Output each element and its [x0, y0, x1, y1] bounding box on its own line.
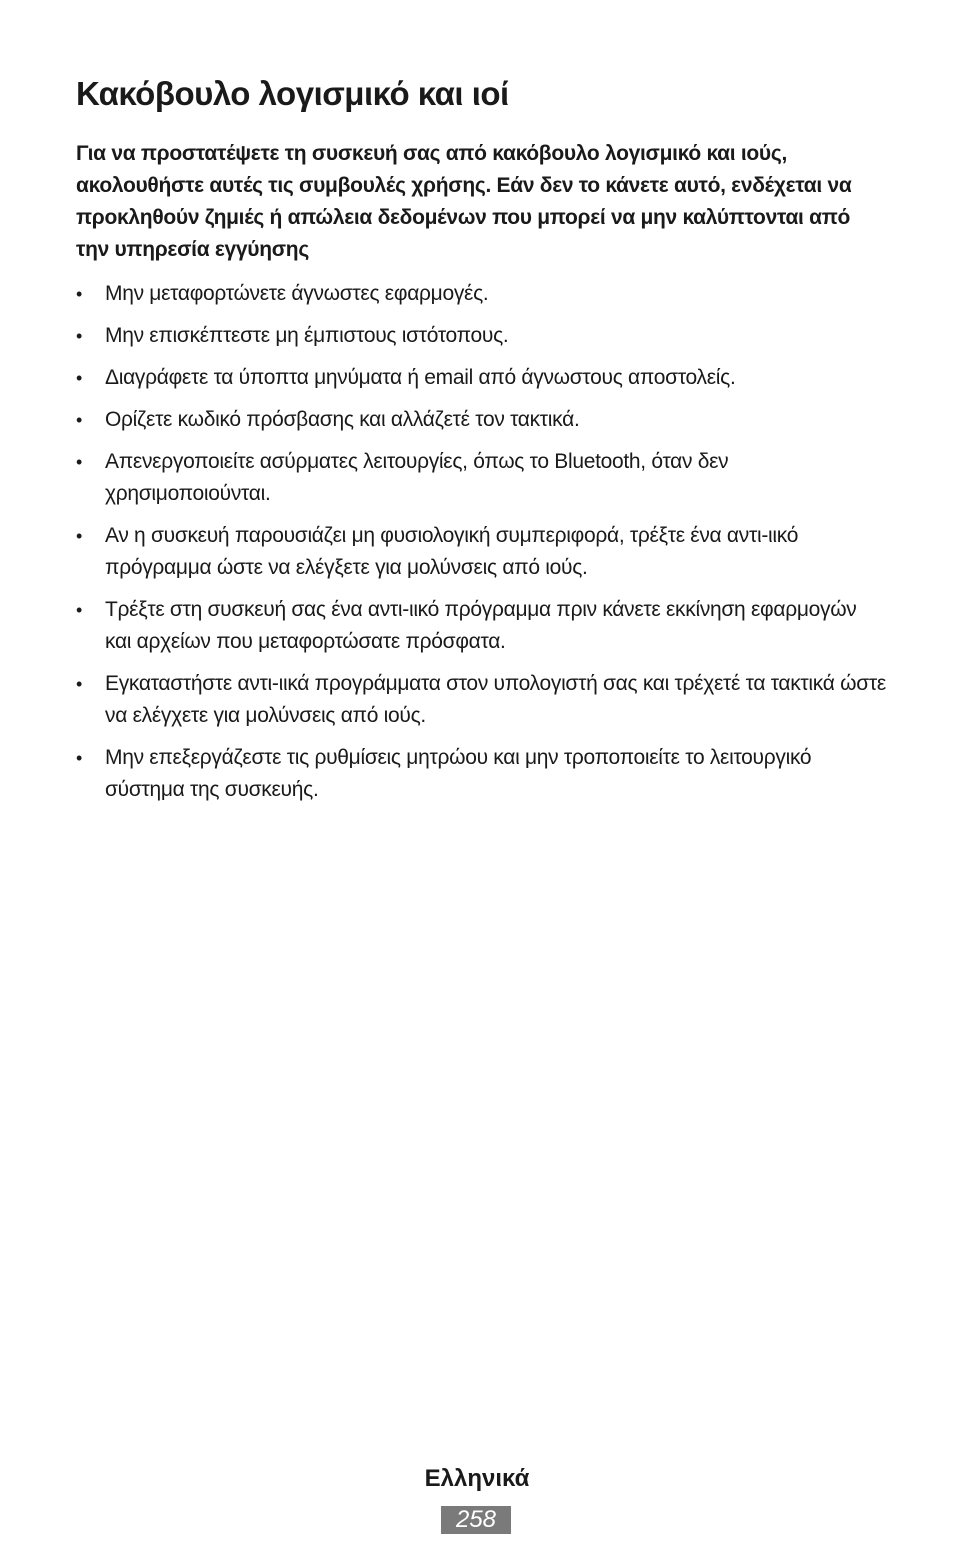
bullet-icon: •: [76, 284, 83, 304]
list-item-text: Εγκαταστήστε αντι-ιικά προγράμματα στον υπολογιστή σας και τρέχετέ τα τακτικά ώστε να ελέγχετε για μολύνσεις από ιούς.: [105, 672, 886, 727]
list-item-text: Μην επισκέπτεστε μη έμπιστους ιστότοπους.: [105, 324, 509, 347]
list-item: [76, 668, 886, 732]
bullet-icon: •: [76, 368, 83, 388]
tips-list: [76, 278, 886, 816]
list-item: [76, 446, 886, 510]
page-title: Κακόβουλο λογισμικό και ιοί: [76, 75, 509, 112]
bullet-icon: •: [76, 600, 83, 620]
footer-language: Ελληνικά: [424, 1465, 530, 1492]
list-item-text: Αν η συσκευή παρουσιάζει μη φυσιολογική συμπεριφορά, τρέξτε ένα αντι-ιικό πρόγραμμα ώστε να ελέγξετε για μολύνσεις από ιούς.: [105, 524, 799, 579]
list-item: [76, 520, 886, 584]
list-item: [76, 594, 886, 658]
bullet-icon: •: [76, 410, 83, 430]
bullet-icon: •: [76, 326, 83, 346]
list-item: [76, 742, 886, 806]
list-item: [76, 320, 886, 352]
list-item-text: Τρέξτε στη συσκευή σας ένα αντι-ιικό πρόγραμμα πριν κάνετε εκκίνηση εφαρμογών και αρχείων που μεταφορτώσατε πρόσφατα.: [105, 598, 857, 653]
bullet-icon: •: [76, 452, 83, 472]
list-item-text: Μην μεταφορτώνετε άγνωστες εφαρμογές.: [105, 282, 489, 305]
bullet-icon: •: [76, 674, 83, 694]
bullet-icon: •: [76, 748, 83, 768]
intro-paragraph: Για να προστατέψετε τη συσκευή σας από κακόβουλο λογισμικό και ιούς, ακολουθήστε αυτές τις συμβουλές χρήσης. Εάν δεν το κάνετε αυτό, ενδέχεται να προκληθούν ζημιές ή απώλεια δεδομένων που μπορεί να μην καλύπτονται από την υπηρεσία εγγύησης: [76, 142, 852, 261]
list-item-text: Διαγράφετε τα ύποπτα μηνύματα ή email από άγνωστους αποστολείς.: [105, 366, 736, 389]
list-item-text: Ορίζετε κωδικό πρόσβασης και αλλάζετέ τον τακτικά.: [105, 408, 580, 431]
page-number-badge: 258: [441, 1506, 511, 1534]
list-item: [76, 404, 886, 436]
list-item-text: Μην επεξεργάζεστε τις ρυθμίσεις μητρώου και μην τροποποιείτε το λειτουργικό σύστημα της συσκευής.: [105, 746, 812, 801]
list-item: [76, 362, 886, 394]
list-item: [76, 278, 886, 310]
list-item-text: Απενεργοποιείτε ασύρματες λειτουργίες, όπως το Bluetooth, όταν δεν χρησιμοποιούνται.: [105, 450, 729, 505]
bullet-icon: •: [76, 526, 83, 546]
